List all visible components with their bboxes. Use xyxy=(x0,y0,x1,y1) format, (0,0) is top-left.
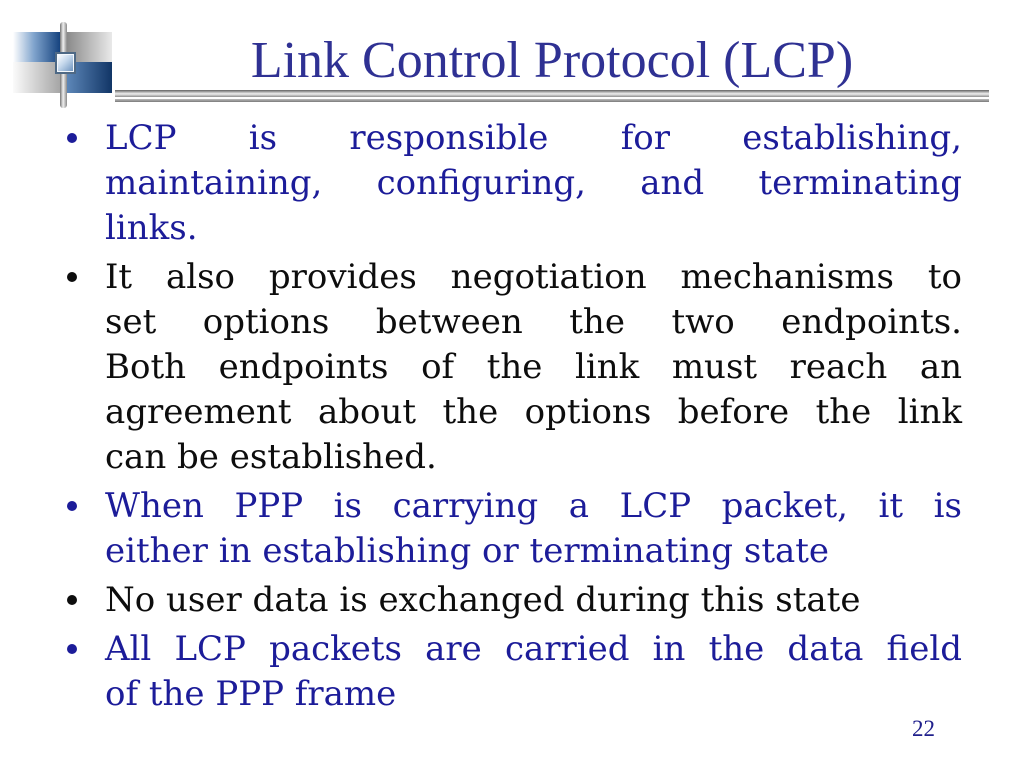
bullet-line: either in establishing or terminating state xyxy=(105,531,830,571)
bullet-line: No user data is exchanged during this state xyxy=(105,580,861,620)
bullet-text xyxy=(105,627,962,717)
ornament-band-top-left-icon xyxy=(13,32,60,62)
bullet-dot-icon xyxy=(67,133,77,143)
bullet-line: All LCP packets are carried in the data field xyxy=(105,629,962,669)
bullet-item xyxy=(67,484,963,574)
bullet-item xyxy=(67,627,963,717)
bullet-line: can be established. xyxy=(105,437,437,477)
bullet-item xyxy=(67,116,963,251)
title-underline-bottom-bar xyxy=(115,99,989,102)
page-number: 22 xyxy=(912,716,935,741)
bullet-line: When PPP is carrying a LCP packet, it is xyxy=(105,486,962,526)
title-underline-top-bar xyxy=(115,90,989,97)
bullet-dot-icon xyxy=(67,644,77,654)
bullet-item xyxy=(67,255,963,480)
bullet-dot-icon xyxy=(67,501,77,511)
bullet-text xyxy=(105,255,962,480)
bullet-line: set options between the two endpoints. xyxy=(105,302,962,342)
bullet-line: LCP is responsible for establishing, xyxy=(105,118,962,158)
bullet-item xyxy=(67,578,963,623)
bullet-line: of the PPP frame xyxy=(105,674,397,714)
bullet-line: agreement about the options before the link xyxy=(105,392,962,432)
ornament-bead-icon xyxy=(55,52,76,74)
title-underline xyxy=(115,90,989,102)
slide-title: Link Control Protocol (LCP) xyxy=(250,32,854,89)
bullet-line: maintaining, configuring, and terminating xyxy=(105,163,962,203)
bullet-line: It also provides negotiation mechanisms to xyxy=(105,257,962,297)
bullet-text xyxy=(105,484,962,574)
bullet-line: links. xyxy=(105,208,198,248)
bullet-dot-icon xyxy=(67,595,77,605)
bullet-dot-icon xyxy=(67,272,77,282)
bullet-text xyxy=(105,578,962,623)
bullet-list xyxy=(67,116,963,721)
bullet-text xyxy=(105,116,962,251)
ornament-band-bottom-left-icon xyxy=(13,62,60,93)
bullet-line: Both endpoints of the link must reach an xyxy=(105,347,962,387)
